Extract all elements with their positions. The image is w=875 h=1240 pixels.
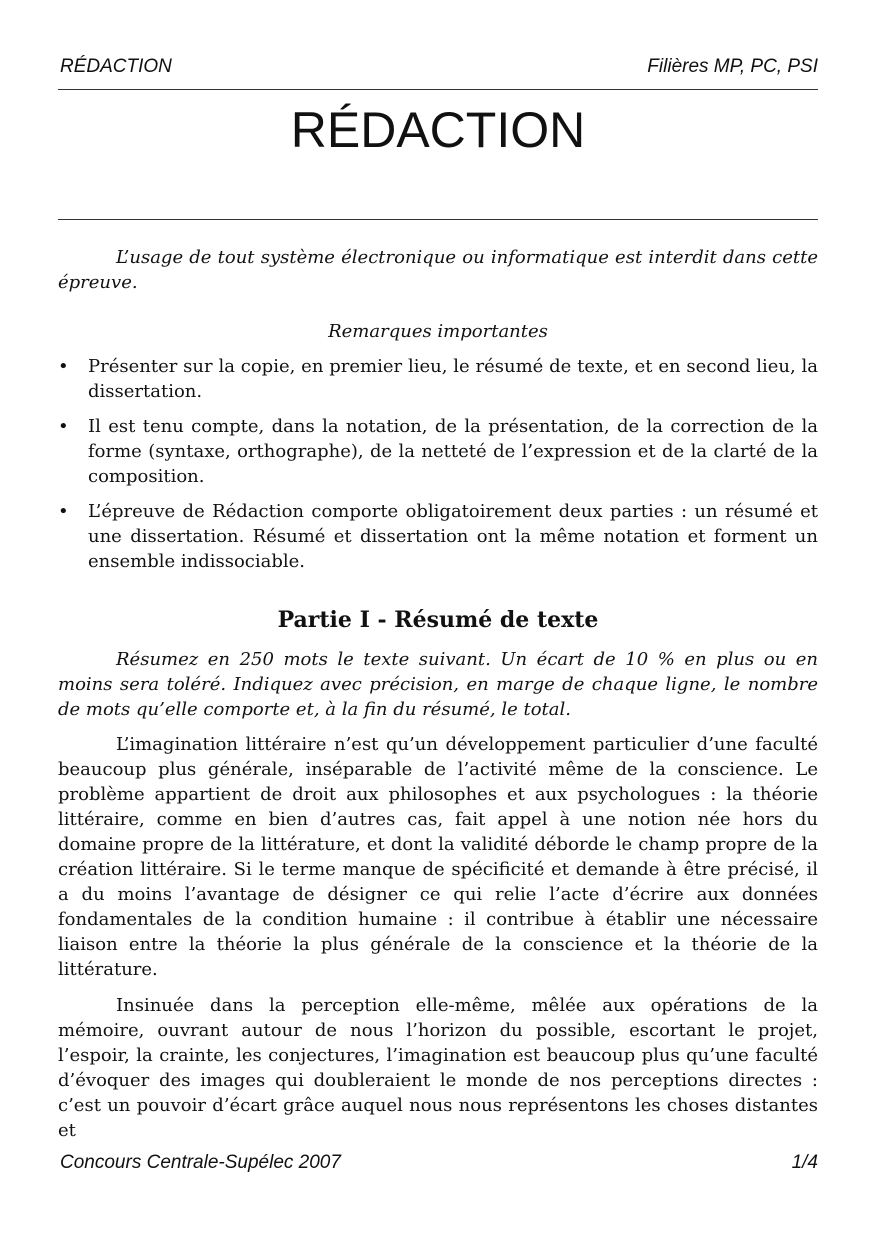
list-item-text: L’épreuve de Rédaction comporte obligatoirement deux parties : un résumé et une dissertation. Résumé et dissertation ont la même notation et forment un ensemble indissociable. xyxy=(88,501,818,572)
header-filieres: Filières MP, PC, PSI xyxy=(647,56,818,77)
text-paragraph: Insinuée dans la perception elle-même, mêlée aux opérations de la mémoire, ouvrant autour de nous l’horizon du possible, escortant le projet, l’espoir, la crainte, les conjectures, l’imagination est beaucoup plus qu’une faculté d’évoquer des images qui doubleraient le monde de nos perceptions directes : c’est un pouvoir d’écart grâce auquel nous nous représentons les choses distantes et xyxy=(58,995,818,1141)
summary-instructions: Résumez en 250 mots le texte suivant. Un écart de 10 % en plus ou en moins sera toléré. Indiquez avec précision, en marge de chaque ligne, le nombre de mots qu’elle comporte et, à la fin du résumé, le total. xyxy=(58,649,818,720)
running-footer xyxy=(58,1152,818,1176)
title-rule xyxy=(58,219,818,220)
header-subject: RÉDACTION xyxy=(60,56,172,77)
bullet-icon: • xyxy=(58,356,69,377)
remarques-list xyxy=(58,354,818,584)
page-title: RÉDACTION xyxy=(290,102,586,158)
electronic-devices-notice: L’usage de tout système électronique ou informatique est interdit dans cette épreuve. xyxy=(58,247,818,293)
remarques-title: Remarques importantes xyxy=(328,321,548,342)
header-rule xyxy=(58,89,818,90)
page-number: 1/4 xyxy=(791,1152,818,1173)
running-header xyxy=(58,56,818,80)
list-item-text: Il est tenu compte, dans la notation, de la présentation, de la correction de la forme (syntaxe, orthographe), de la netteté de l’expression et de la clarté de la composition. xyxy=(88,416,818,487)
section-heading: Partie I - Résumé de texte xyxy=(277,607,599,633)
text-paragraph: L’imagination littéraire n’est qu’un développement particulier d’une faculté beaucoup plus générale, inséparable de l’activité même de la conscience. Le problème appartient de droit aux philosophes et aux psychologues : la théorie littéraire, comme en bien d’autres cas, fait appel à une notion née hors du domaine propre de la littérature, et dont la validité déborde le champ propre de la création littéraire. Si le terme manque de spécificité et demande à être précisé, il a du moins l’avantage de désigner ce qui relie l’acte d’écrire aux données fondamentales de la condition humaine : il contribue à établir une nécessaire liaison entre la théorie la plus générale de la conscience et la théorie de la littérature. xyxy=(58,734,818,980)
footer-contest: Concours Centrale-Supélec 2007 xyxy=(60,1152,341,1173)
list-item xyxy=(58,499,818,574)
bullet-icon: • xyxy=(58,416,69,437)
list-item-text: Présenter sur la copie, en premier lieu, le résumé de texte, et en second lieu, la dissertation. xyxy=(88,356,818,402)
list-item xyxy=(58,354,818,404)
list-item xyxy=(58,414,818,489)
bullet-icon: • xyxy=(58,501,69,522)
